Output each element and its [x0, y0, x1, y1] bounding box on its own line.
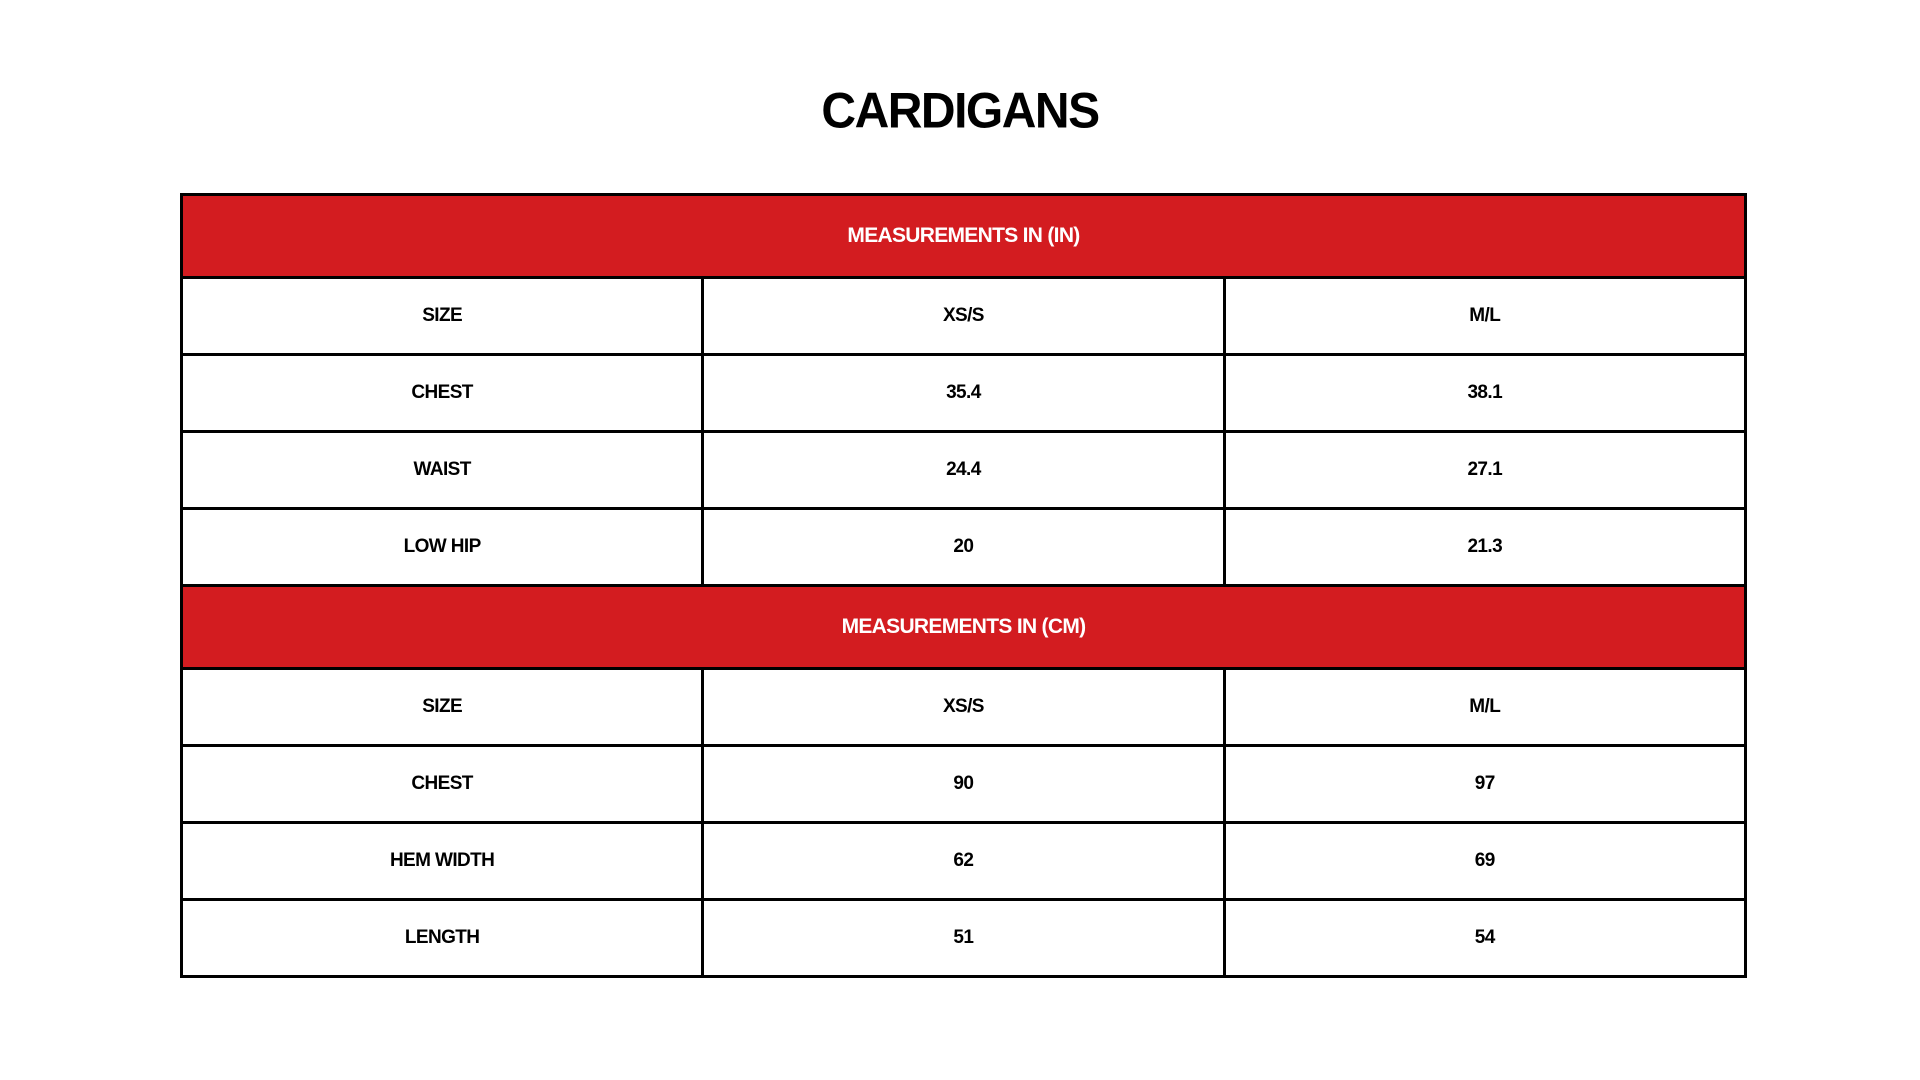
section-header-inches [182, 195, 1746, 278]
cell-value: 21.3 [1224, 509, 1745, 586]
cell-value: XS/S [703, 669, 1224, 746]
row-label: WAIST [182, 432, 703, 509]
cell-value: 20 [703, 509, 1224, 586]
cell-value: 90 [703, 746, 1224, 823]
cell-value: 51 [703, 900, 1224, 977]
row-label: LOW HIP [182, 509, 703, 586]
table-row [182, 509, 1746, 586]
table-row [182, 669, 1746, 746]
row-label: CHEST [182, 355, 703, 432]
table-row [182, 432, 1746, 509]
cell-value: 62 [703, 823, 1224, 900]
cell-value: 38.1 [1224, 355, 1745, 432]
row-label: CHEST [182, 746, 703, 823]
section-header-cm [182, 586, 1746, 669]
cell-value: M/L [1224, 278, 1745, 355]
table-row [182, 900, 1746, 977]
page-title: CARDIGANS [821, 83, 1099, 140]
cell-value: M/L [1224, 669, 1745, 746]
size-chart-table [180, 193, 1747, 978]
row-label: HEM WIDTH [182, 823, 703, 900]
section-heading: MEASUREMENTS IN (IN) [182, 195, 1746, 278]
table-row [182, 746, 1746, 823]
cell-value: 24.4 [703, 432, 1224, 509]
cell-value: 35.4 [703, 355, 1224, 432]
table-row [182, 355, 1746, 432]
row-label: LENGTH [182, 900, 703, 977]
cell-value: XS/S [703, 278, 1224, 355]
cell-value: 69 [1224, 823, 1745, 900]
row-label: SIZE [182, 669, 703, 746]
cell-value: 97 [1224, 746, 1745, 823]
table-row [182, 278, 1746, 355]
row-label: SIZE [182, 278, 703, 355]
cell-value: 54 [1224, 900, 1745, 977]
cell-value: 27.1 [1224, 432, 1745, 509]
section-heading: MEASUREMENTS IN (CM) [182, 586, 1746, 669]
table-row [182, 823, 1746, 900]
